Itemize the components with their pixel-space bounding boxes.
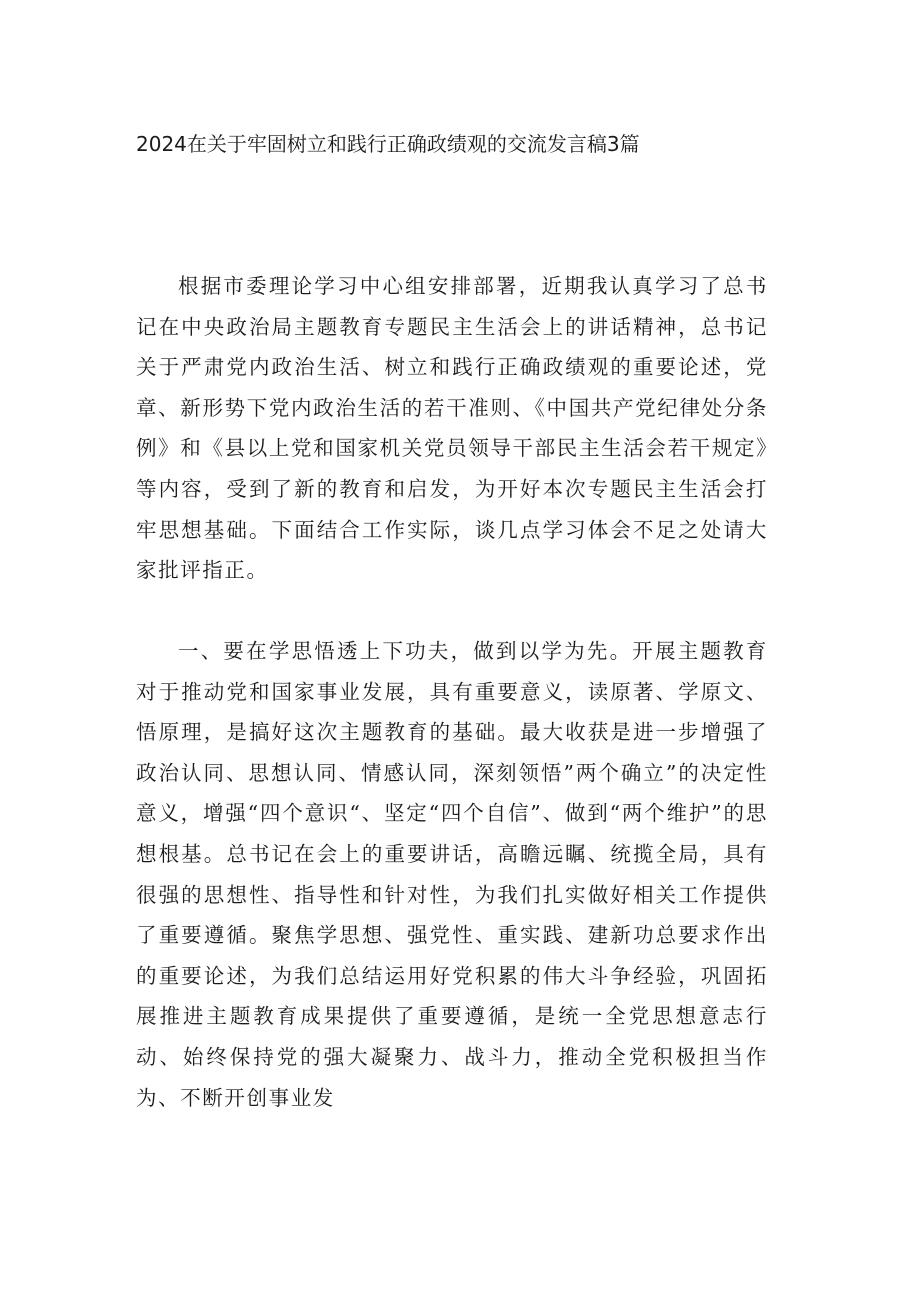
paragraph-intro: 根据市委理论学习中心组安排部署，近期我认真学习了总书记在中央政治局主题教育专题民主生活会上的讲话精神，总书记关于严肃党内政治生活、树立和践行正确政绩观的重要论述，党章、新形势下党内政治生活的若干准则、《中国共产党纪律处分条例》和《县以上党和国家机关党员领导干部民主生活会若干规定》等内容，受到了新的教育和启发，为开好本次专题民主生活会打牢思想基础。下面结合工作实际，谈几点学习体会不足之处请大家批评指正。 (136, 274, 768, 583)
document-title: 2024在关于牢固树立和践行正确政绩观的交流发言稿3篇 (136, 132, 640, 156)
paragraph-section-1: 一、要在学思悟透上下功夫，做到以学为先。开展主题教育对于推动党和国家事业发展，具有重要意义，读原著、学原文、悟原理，是搞好这次主题教育的基础。最大收获是进一步增强了政治认同、思想认同、情感认同，深刻领悟”两个确立”的决定性意义，增强“四个意识“、坚定“四个自信”、做到“两个维护”的思想根基。总书记在会上的重要讲话，高瞻远瞩、统揽全局，具有很强的思想性、指导性和针对性，为我们扎实做好相关工作提供了重要遵循。聚焦学思想、强党性、重实践、建新功总要求作出的重要论述，为我们总结运用好党积累的伟大斗争经验，巩固拓展推进主题教育成果提供了重要遵循，是统一全党思想意志行动、始终保持党的强大凝聚力、战斗力，推动全党积极担当作为、不断开创事业发 (136, 639, 768, 1110)
